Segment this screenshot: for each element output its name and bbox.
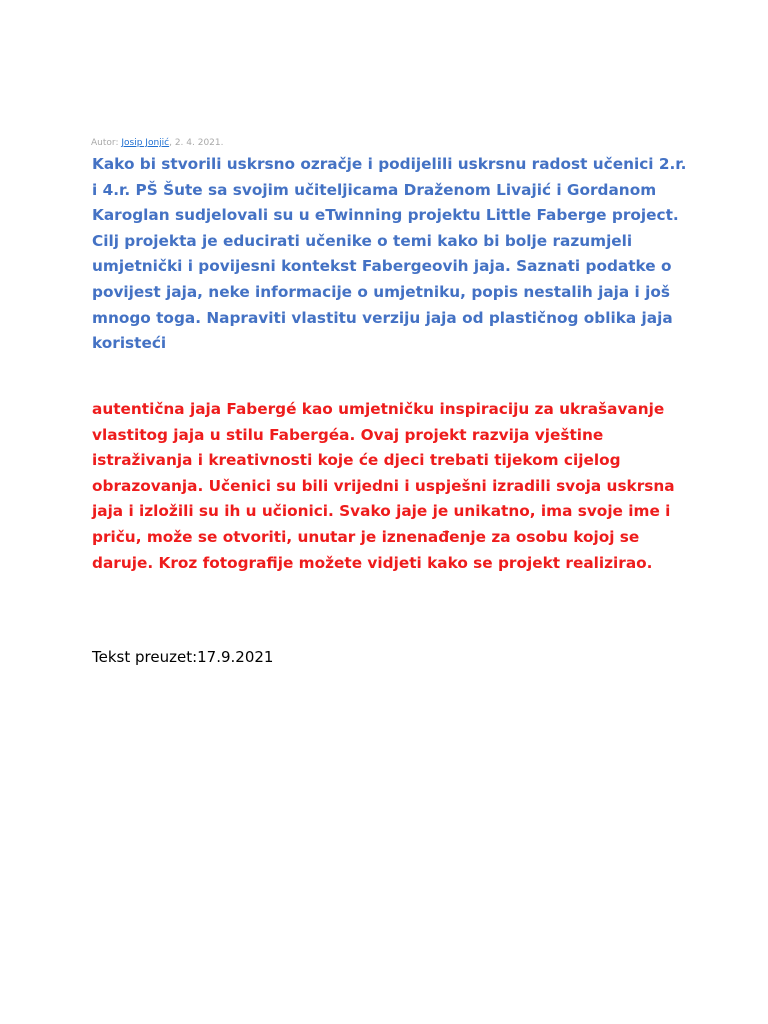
byline-date: , 2. 4. 2021. (169, 138, 224, 148)
intro-paragraph: Kako bi stvorili uskrsno ozračje i podijelili uskrsnu radost učenici 2.r. i 4.r. PŠ Šute sa svojim učiteljicama Draženom Livajić i Gordanom Karoglan sudjelovali su u eTwinning projektu Little Faberge project. Cilj projekta je educirati učenike o temi kako bi bolje razumjeli umjetnički i povijesni kontekst Fabergeovih jaja. Saznati podatke o povijest jaja, neke informacije o umjetniku, popis nestalih jaja i još mnogo toga. Napraviti vlastitu verziju jaja od plastičnog oblika jaja koristeći (92, 155, 687, 353)
continuation-paragraph: autentična jaja Fabergé kao umjetničku inspiraciju za ukrašavanje vlastitog jaja u stilu Fabergéa. Ovaj projekt razvija vještine istraživanja i kreativnosti koje će djeci trebati tijekom cijelog obrazovanja. Učenici su bili vrijedni i uspješni izradili svoja uskrsna jaja i izložili su ih u učionici. Svako jaje je unikatno, ima svoje ime i priču, može se otvoriti, unutar je iznenađenje za osobu kojoj se daruje. Kroz fotografije možete vidjeti kako se projekt realizirao. (92, 400, 675, 572)
byline (91, 138, 224, 148)
byline-prefix: Autor: (91, 138, 119, 148)
author-link[interactable]: Josip Jonjić (121, 138, 170, 148)
source-note: Tekst preuzet:17.9.2021 (92, 648, 274, 666)
